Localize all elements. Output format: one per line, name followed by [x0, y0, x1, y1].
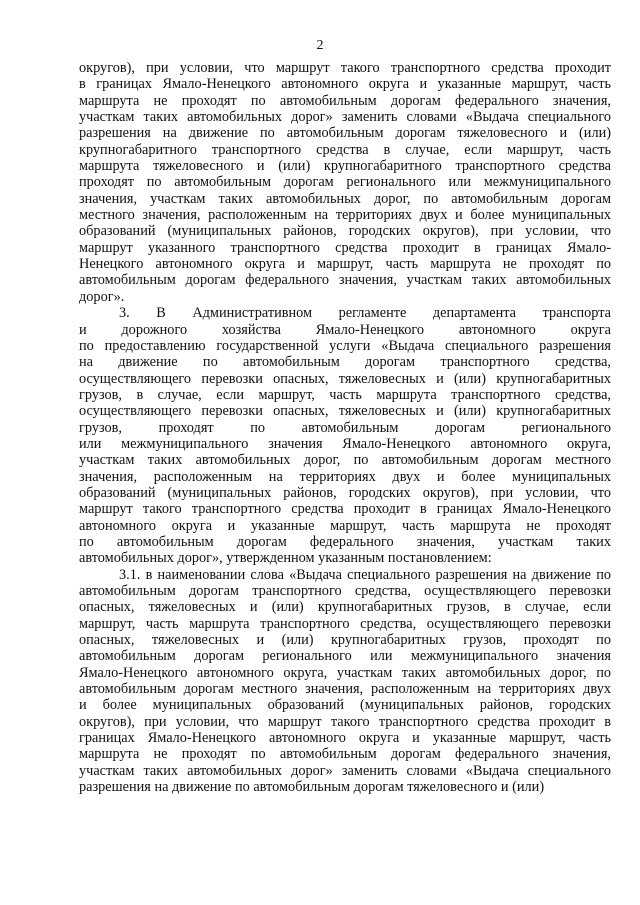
- text-line: опасных, тяжеловесных и (или) крупногабаритных грузов, проходят по: [79, 632, 611, 649]
- text-line: маршрута не проходят по автомобильным дорогам федерального значения,: [79, 746, 611, 763]
- text-line: дорог».: [79, 288, 125, 305]
- text-line: крупногабаритного транспортного средства в случае, если маршрут, часть: [79, 141, 611, 158]
- text-line: Ямало-Ненецкого автономного округа, участкам таких автомобильных дорог, по: [79, 664, 611, 681]
- text-line: участкам таких автомобильных дорог, по автомобильным дорогам местного: [79, 452, 611, 469]
- text-line: или межмуниципального значения Ямало-Ненецкого автономного округа,: [79, 435, 611, 452]
- text-line: и дорожного хозяйства Ямало-Ненецкого автономного округа: [79, 321, 611, 338]
- paragraph-continuation: [79, 60, 611, 305]
- text-line: маршрута тяжеловесного и (или) крупногабаритного транспортного средства: [79, 158, 611, 175]
- text-line: образований (муниципальных районов, городских округов), при условии, что: [79, 223, 611, 240]
- text-line: участкам таких автомобильных дорог» заменить словами «Выдача специального: [79, 109, 611, 126]
- paragraph-item-3: [79, 305, 611, 567]
- text-line: в границах Ямало-Ненецкого автономного округа и указанные маршрут, часть: [79, 76, 611, 93]
- text-line: 3. В Административном регламенте департамента транспорта: [119, 305, 611, 322]
- text-line: проходят по автомобильным дорогам регионального или межмуниципального: [79, 174, 611, 191]
- text-line: грузов, проходят по автомобильным дорогам регионального: [79, 419, 611, 436]
- text-line: осуществляющего перевозки опасных, тяжеловесных и (или) крупногабаритных: [79, 370, 611, 387]
- document-body: [79, 60, 611, 795]
- text-line: маршрут такого транспортного средства проходит в границах Ямало-Ненецкого: [79, 501, 611, 518]
- text-line: автомобильным дорогам транспортного средства, осуществляющего перевозки: [79, 583, 611, 599]
- text-line: образований (муниципальных районов, городских округов), при условии, что: [79, 484, 611, 501]
- text-line: значения, расположенным на территориях двух и более муниципальных: [79, 468, 611, 485]
- text-line: автомобильных дорог», утвержденном указанным постановлением:: [79, 550, 492, 567]
- text-line: округов), при условии, что маршрут такого транспортного средства проходит: [79, 60, 611, 76]
- text-line: маршрут, часть маршрута транспортного средства, осуществляющего перевозки: [79, 615, 611, 632]
- paragraph-item-3-1: [79, 567, 611, 796]
- text-line: Ненецкого автономного округа и маршрут, часть маршрута не проходят по: [79, 256, 611, 273]
- text-line: разрешения на движение по автомобильным дорогам тяжеловесного и (или): [79, 779, 545, 796]
- text-line: опасных, тяжеловесных и (или) крупногабаритных грузов, в случае, если: [79, 599, 611, 616]
- text-line: по предоставлению государственной услуги «Выдача специального разрешения: [79, 337, 611, 354]
- text-line: автомобильным дорогам регионального или межмуниципального значения: [79, 648, 611, 665]
- text-line: округов), при условии, что маршрут такого транспортного средства проходит в: [79, 713, 611, 730]
- text-line: осуществляющего перевозки опасных, тяжеловесных и (или) крупногабаритных: [79, 403, 611, 420]
- text-line: значения, участкам таких автомобильных дорог, по автомобильным дорогам: [79, 190, 611, 207]
- text-line: автономного округа и указанные маршрут, часть маршрута не проходят: [79, 517, 611, 534]
- text-line: маршрута не проходят по автомобильным дорогам федерального значения,: [79, 92, 611, 109]
- text-line: автомобильным дорогам местного значения, расположенным на территориях двух: [79, 681, 611, 698]
- text-line: разрешения на движение по автомобильным дорогам тяжеловесного и (или): [79, 125, 611, 142]
- text-line: и более муниципальных образований (муниципальных районов, городских: [79, 697, 611, 714]
- text-line: 3.1. в наименовании слова «Выдача специального разрешения на движение по: [119, 566, 611, 583]
- text-line: участкам таких автомобильных дорог» заменить словами «Выдача специального: [79, 762, 611, 779]
- text-line: границах Ямало-Ненецкого автономного округа и указанные маршрут, часть: [79, 730, 611, 747]
- text-line: по автомобильным дорогам федерального значения, участкам таких: [79, 533, 611, 550]
- text-line: маршрут указанного транспортного средства проходит в границах Ямало-: [79, 239, 611, 256]
- text-line: автомобильным дорогам федерального значения, участкам таких автомобильных: [79, 272, 611, 289]
- text-line: на движение по автомобильным дорогам транспортного средства,: [79, 354, 611, 371]
- page-number: 2: [316, 38, 324, 53]
- text-line: местного значения, расположенным на территориях двух и более муниципальных: [79, 207, 611, 224]
- text-line: грузов, в случае, если маршрут, часть маршрута транспортного средства,: [79, 386, 611, 403]
